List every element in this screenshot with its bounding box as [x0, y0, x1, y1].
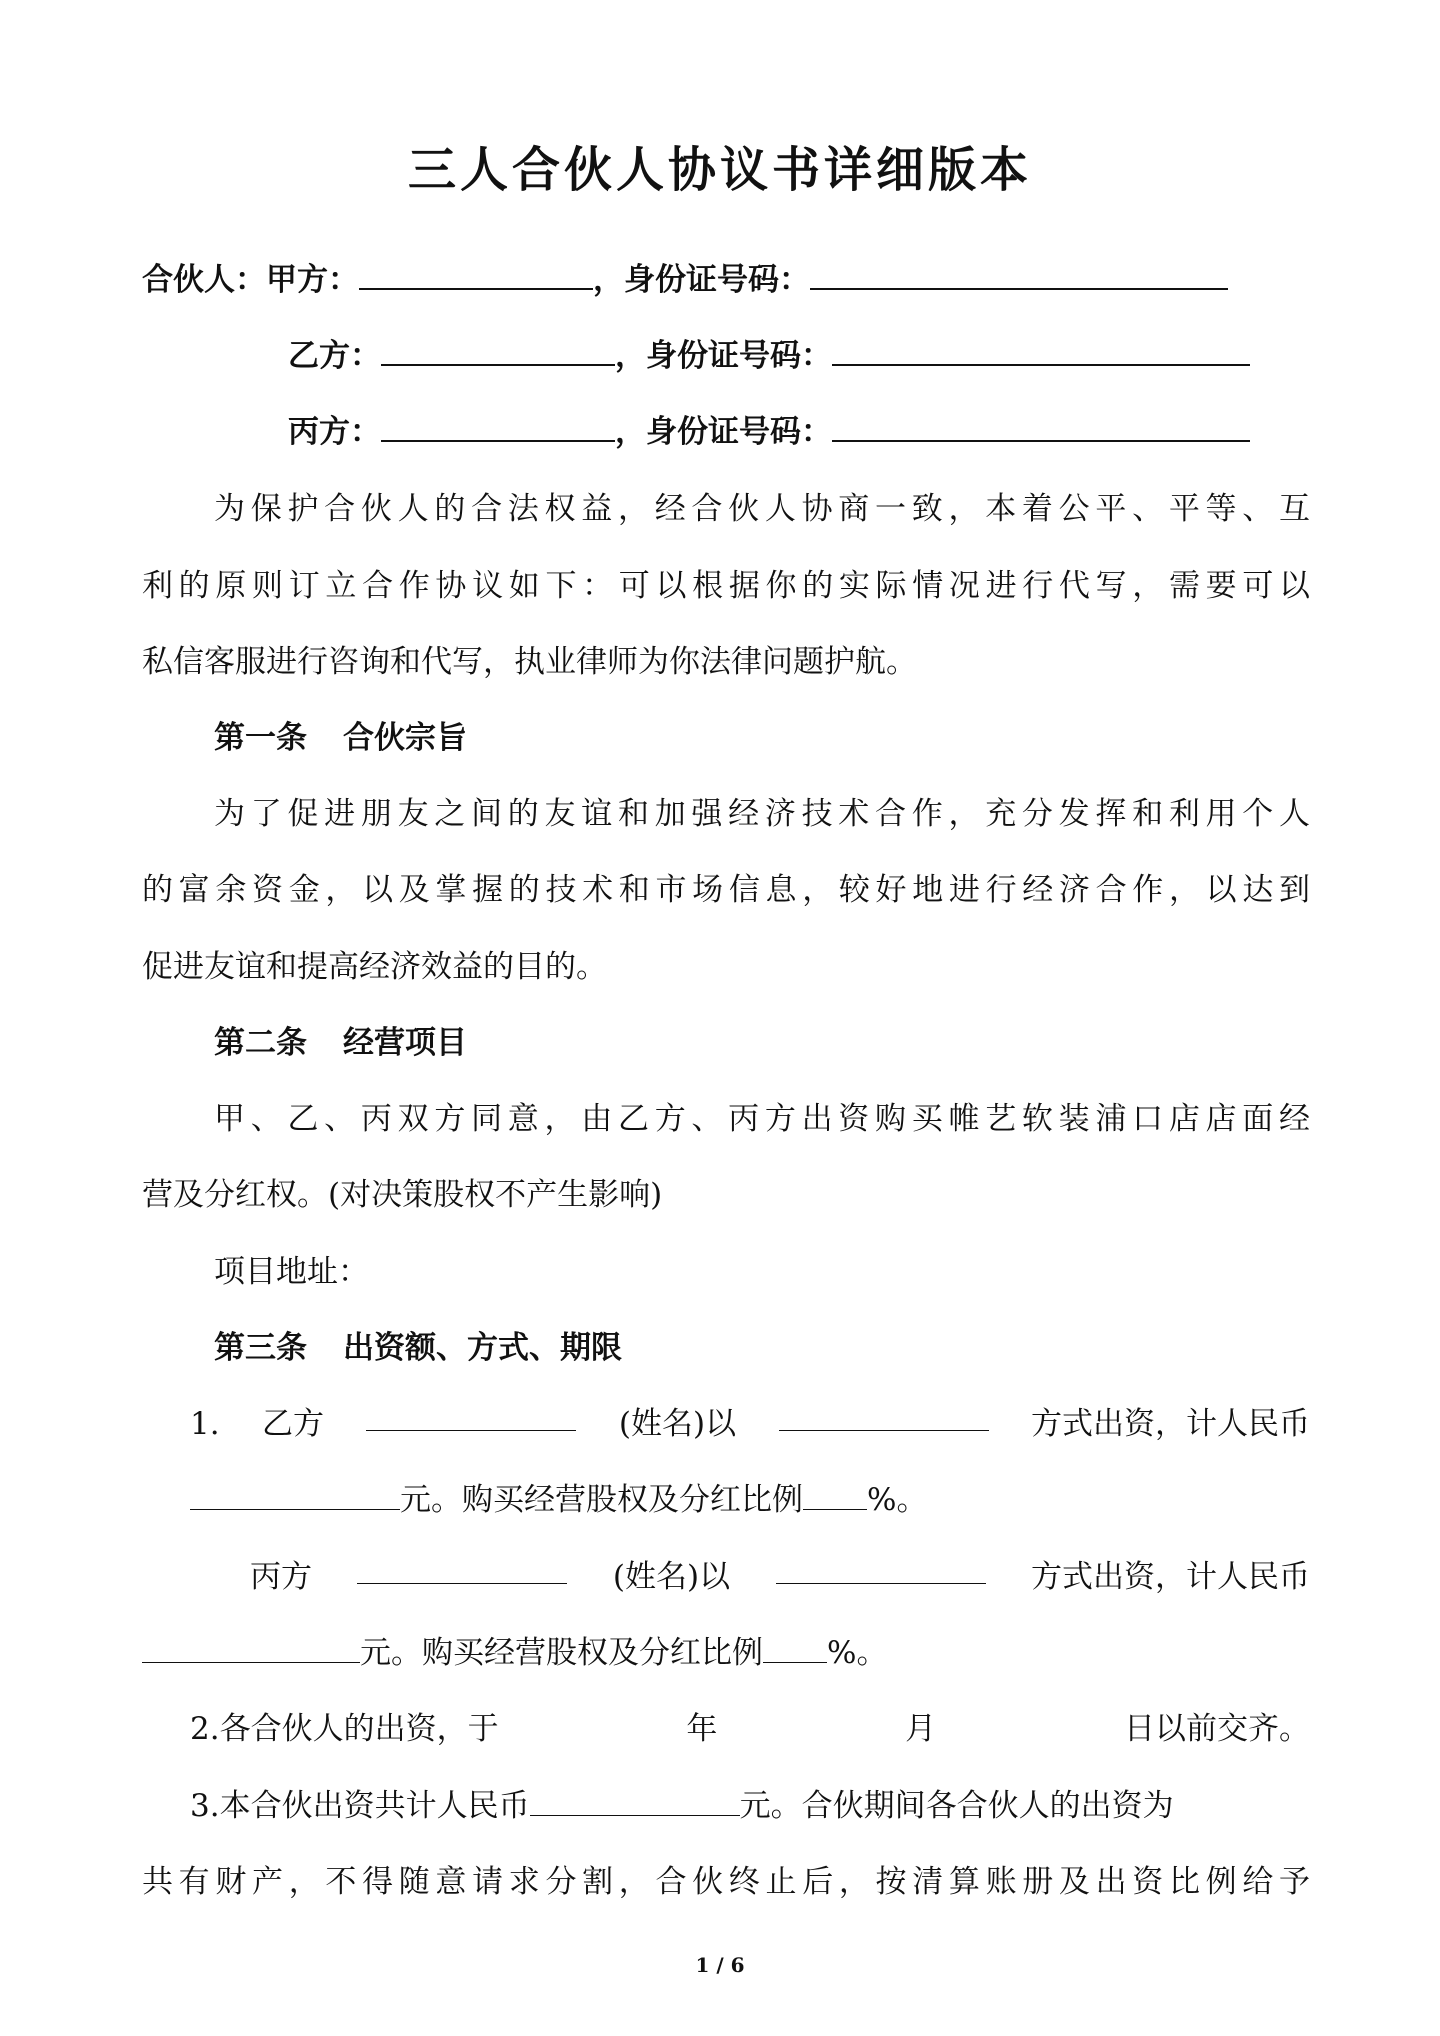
article-1-line-3: 促进友谊和提高经济效益的目的。	[142, 949, 607, 985]
bing-name-note: (姓名)以	[612, 1559, 731, 1595]
yi-percent-blank[interactable]	[803, 1481, 867, 1510]
item-2-month: 月	[905, 1711, 937, 1747]
yi-percent-sign: %。	[867, 1482, 928, 1518]
article-1-title: 合伙宗旨	[343, 720, 467, 756]
bing-tail-text: 元。购买经营股权及分红比例	[360, 1635, 763, 1671]
id-label-jia: ，身份证号码：	[593, 262, 810, 298]
total-amount-blank[interactable]	[530, 1787, 740, 1816]
id-number-blank-yi[interactable]	[832, 334, 1250, 366]
page-number: 1 / 6	[695, 1953, 745, 1977]
yi-contribution-line-1	[190, 1402, 1310, 1446]
id-label-bing: ，身份证号码：	[615, 414, 832, 450]
item-2-line	[190, 1707, 1310, 1751]
item-3-prefix: 3.本合伙出资共计人民币	[190, 1788, 530, 1824]
article-3-number: 第三条	[214, 1330, 307, 1366]
yi-method-text: 方式出资，计人民币	[1030, 1406, 1310, 1442]
yi-contribution-line-2	[190, 1478, 1358, 1522]
intro-line-1: 为保护合伙人的合法权益，经合伙人协商一致，本着公平、平等、互	[214, 491, 1310, 527]
yi-method-blank[interactable]	[779, 1402, 989, 1431]
party-label-yi: 乙方：	[288, 338, 381, 374]
party-name-blank-yi[interactable]	[381, 334, 615, 366]
intro-line-3: 私信客服进行咨询和代写，执业律师为你法律问题护航。	[142, 644, 917, 680]
party-name-blank-bing[interactable]	[381, 410, 615, 442]
partners-label: 合伙人：	[142, 262, 266, 298]
id-label-yi: ，身份证号码：	[615, 338, 832, 374]
bing-name-blank[interactable]	[357, 1555, 567, 1584]
project-address-label: 项目地址：	[214, 1254, 369, 1290]
article-2-line-2: 营及分红权。(对决策股权不产生影响)	[142, 1177, 663, 1213]
yi-name-note: (姓名)以	[618, 1406, 737, 1442]
yi-party-label: 乙方	[262, 1406, 325, 1442]
bing-contribution-line-2	[142, 1631, 1310, 1675]
article-2-number: 第二条	[214, 1025, 307, 1061]
id-number-blank-jia[interactable]	[810, 258, 1228, 290]
party-row-bing	[288, 410, 1250, 454]
party-row-yi	[288, 334, 1250, 378]
item-2-day: 日以前交齐。	[1123, 1711, 1310, 1747]
article-3-title: 出资额、方式、期限	[343, 1330, 622, 1366]
item-1-number: 1.	[190, 1406, 220, 1442]
document-title: 三人合伙人协议书详细版本	[407, 142, 1032, 198]
party-label-jia: 甲方：	[266, 262, 359, 298]
item-2-year: 年	[686, 1711, 718, 1747]
party-name-blank-jia[interactable]	[359, 258, 593, 290]
bing-percent-sign: %。	[827, 1635, 888, 1671]
item-3-suffix: 元。合伙期间各合伙人的出资为	[739, 1788, 1174, 1824]
bing-party-label: 丙方	[250, 1559, 312, 1595]
yi-name-blank[interactable]	[366, 1402, 576, 1431]
article-2-heading	[214, 1021, 467, 1065]
party-row-jia	[142, 258, 1228, 302]
article-2-title: 经营项目	[343, 1025, 467, 1061]
party-label-bing: 丙方：	[288, 414, 381, 450]
bing-amount-blank[interactable]	[142, 1634, 360, 1663]
article-2-line-1: 甲、乙、丙双方同意，由乙方、丙方出资购买帷艺软装浦口店店面经	[214, 1101, 1310, 1137]
yi-amount-blank[interactable]	[190, 1481, 400, 1510]
intro-line-2: 利的原则订立合作协议如下：可以根据你的实际情况进行代写，需要可以	[142, 568, 1310, 604]
item-2-prefix: 2.各合伙人的出资，于	[190, 1711, 499, 1747]
item-3-line-1	[190, 1784, 1310, 1828]
bing-method-blank[interactable]	[776, 1555, 986, 1584]
bing-percent-blank[interactable]	[763, 1634, 827, 1663]
article-1-line-1: 为了促进朋友之间的友谊和加强经济技术合作，充分发挥和利用个人	[214, 796, 1310, 832]
article-1-number: 第一条	[214, 720, 307, 756]
id-number-blank-bing[interactable]	[832, 410, 1250, 442]
item-3-line-2: 共有财产，不得随意请求分割，合伙终止后，按清算账册及出资比例给予	[142, 1864, 1310, 1900]
bing-method-text: 方式出资，计人民币	[1030, 1559, 1310, 1595]
bing-contribution-line-1	[250, 1555, 1310, 1599]
article-1-heading	[214, 716, 467, 760]
article-3-heading	[214, 1326, 622, 1370]
article-1-line-2: 的富余资金，以及掌握的技术和市场信息，较好地进行经济合作，以达到	[142, 872, 1310, 908]
yi-tail-text: 元。购买经营股权及分红比例	[400, 1482, 803, 1518]
